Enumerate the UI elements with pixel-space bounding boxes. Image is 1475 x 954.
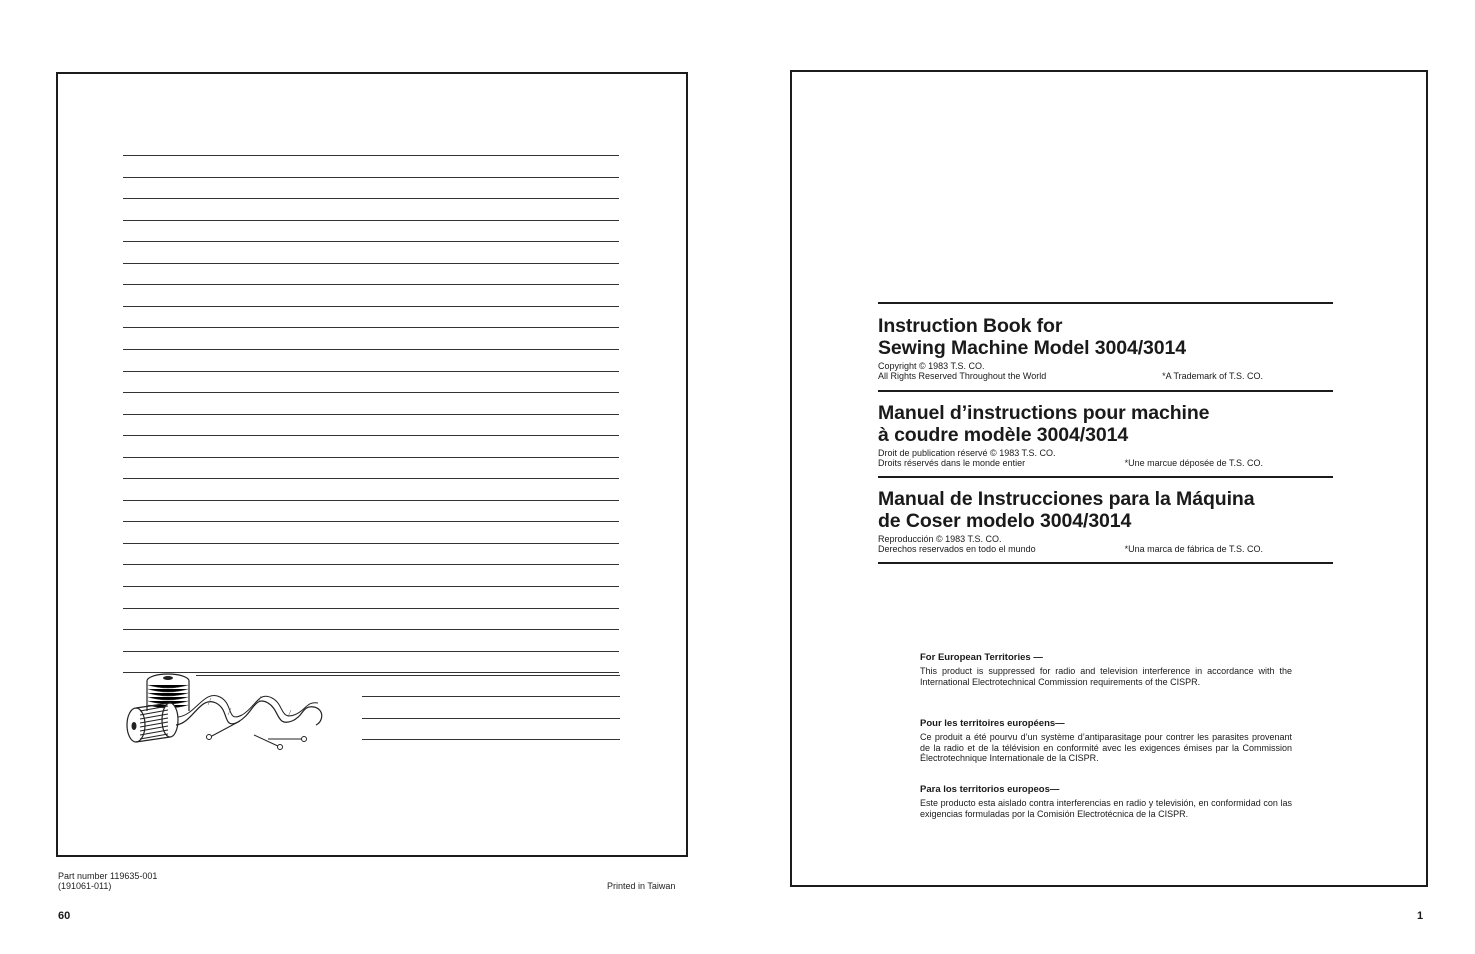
rule-2 [878,476,1333,478]
ruled-line [123,177,619,178]
copyright-line: Droit de publication réservé © 1983 T.S. CO. [878,448,1056,458]
notice-english [920,652,1292,687]
part-code: (191061-011) [58,881,112,891]
notice-heading: Para los territorios europeos— [920,784,1060,795]
ruled-line [123,435,619,436]
notice-body: Ce produit a été pourvu d’un système d’antiparasitage pour contrer les parasites provenant de la radio et de la télévision en conformité avec les exigences émises par la Commission Électrotechnique Internationale de la CISPR. [920,732,1292,763]
notice-body: Este producto esta aislado contra interferencias en radio y televisión, en conformidad con las exigencias formuladas por la Comisión Electrotécnica de la CISPR. [920,798,1292,819]
notice-spanish [920,784,1292,819]
title-line1: Instruction Book for [878,315,1063,337]
part-number: Part number 119635-001 [58,871,158,881]
copyright-line: Reproducción © 1983 T.S. CO. [878,534,1002,544]
title-line1: Manual de Instrucciones para la Máquina [878,488,1255,510]
trademark-note: *Una marca de fábrica de T.S. CO. [1124,544,1263,554]
ruled-line [123,543,619,544]
title-block-english [878,315,1333,381]
ruled-line [123,500,619,501]
rights-line: All Rights Reserved Throughout the World [878,371,1047,381]
title-block-french [878,402,1333,468]
title-line2: Sewing Machine Model 3004/3014 [878,337,1187,359]
ruled-line [362,739,620,740]
rule-1 [878,390,1333,392]
ruled-line [123,478,619,479]
title-block-spanish [878,488,1333,554]
title-line2: de Coser modelo 3004/3014 [878,510,1132,532]
notice-french [920,718,1292,764]
notice-body: This product is suppressed for radio and television interference in accordance with the International Electrotechnical Commission requirements of the CISPR. [920,666,1292,687]
ruled-line [123,586,619,587]
title-line2: à coudre modèle 3004/3014 [878,424,1129,446]
ruled-line [123,198,619,199]
ruled-line [123,306,619,307]
ruled-line [123,220,619,221]
rights-line: Derechos reservados en todo el mundo [878,544,1036,554]
title-page-frame [790,70,1428,887]
ruled-line [123,414,619,415]
ruled-line [362,718,620,719]
ruled-line [123,327,619,328]
copyright-line: Copyright © 1983 T.S. CO. [878,361,985,371]
ruled-line [123,521,619,522]
notice-heading: For European Territories — [920,652,1043,663]
ruled-line [123,155,619,156]
ruled-line [123,263,619,264]
ruled-line [123,392,619,393]
ruled-line [362,696,620,697]
thread-spool-ribbon-pins-icon [118,665,338,765]
trademark-note: *Une marcue déposée de T.S. CO. [1124,458,1263,468]
rights-line: Droits réservés dans le monde entier [878,458,1026,468]
trademark-note: *A Trademark of T.S. CO. [1162,371,1263,381]
printed-in-label: Printed in Taiwan [607,881,676,891]
title-line1: Manuel d’instructions pour machine [878,402,1210,424]
ruled-line [123,564,619,565]
ruled-line [123,349,619,350]
notice-heading: Pour les territoires européens— [920,718,1065,729]
page-number-left: 60 [58,910,71,922]
ruled-line [123,608,619,609]
ruled-line [123,371,619,372]
page-number-right: 1 [1417,910,1424,922]
rule-top [878,302,1333,304]
ruled-line [123,651,619,652]
ruled-line [123,457,619,458]
ruled-line [123,629,619,630]
rule-bottom [878,562,1333,564]
ruled-line [123,241,619,242]
ruled-line [123,284,619,285]
